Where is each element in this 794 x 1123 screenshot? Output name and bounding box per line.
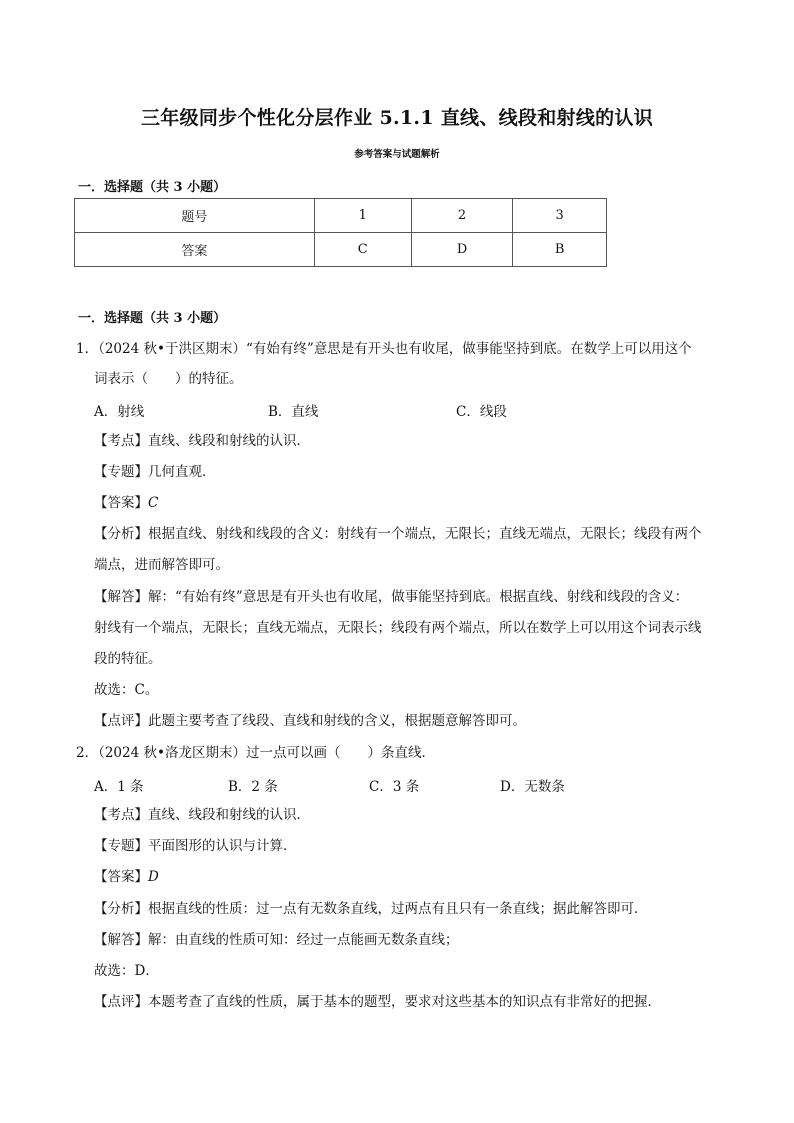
q1-jieda-line1 (94, 587, 688, 607)
table-cell: C (314, 233, 411, 267)
kaodian-text: 直线、线段和射线的认识． (148, 807, 310, 823)
jieda-text: 解：由直线的性质可知：经过一点能画无数条直线； (148, 932, 459, 948)
q2-choice: 故选：D． (94, 963, 159, 979)
dianping-text: 本题考查了直线的性质，属于基本的题型，要求对这些基本的知识点有非常好的把握． (148, 994, 661, 1010)
jieda-tag: 【解答】 (94, 932, 148, 948)
table-cell: D (411, 233, 512, 267)
q1-option-c: C．线段 (456, 404, 507, 420)
q2-option-a: A．1 条 (94, 779, 144, 795)
q1-choice: 故选：C。 (94, 682, 159, 698)
q1-dianping (94, 711, 526, 731)
q1-fenxi-line2: 端点，进而解答即可。 (94, 557, 229, 573)
answer-table (74, 198, 607, 267)
table-cell: B (513, 233, 607, 267)
zhuanti-text: 平面图形的认识与计算． (148, 838, 297, 854)
jieda-text: 解：“有始有终”意思是有开头也有收尾，做事能坚持到底。根据直线、射线和线段的含义： (148, 589, 689, 605)
q2-kaodian (94, 805, 310, 825)
table-cell: 题号 (75, 199, 315, 233)
kaodian-tag: 【考点】 (94, 807, 148, 823)
q1-stem-line1: 1．（2024 秋•于洪区期末）“有始有终”意思是有开头也有收尾，做事能坚持到底。在数学上可以用这个 (76, 341, 692, 357)
document-subtitle: 参考答案与试题解析 (354, 149, 440, 160)
q1-kaodian (94, 431, 310, 451)
q2-stem: 2．（2024 秋•洛龙区期末）过一点可以画（ ）条直线． (76, 745, 435, 761)
section-heading-questions: 一．选择题（共 3 小题） (78, 311, 227, 326)
table-cell: 3 (513, 199, 607, 233)
q1-fenxi-line1 (94, 524, 702, 544)
q1-answer (94, 493, 158, 513)
zhuanti-text: 几何直观． (148, 464, 216, 480)
zhuanti-tag: 【专题】 (94, 464, 148, 480)
fenxi-tag: 【分析】 (94, 901, 148, 917)
q1-option-b: B．直线 (268, 404, 319, 420)
zhuanti-tag: 【专题】 (94, 838, 148, 854)
jieda-tag: 【解答】 (94, 589, 148, 605)
table-cell: 1 (314, 199, 411, 233)
fenxi-text: 根据直线的性质：过一点有无数条直线，过两点有且只有一条直线；据此解答即可． (148, 901, 648, 917)
table-row-answers (75, 233, 607, 267)
answer-value: C (148, 495, 159, 511)
q1-zhuanti (94, 462, 216, 482)
dianping-tag: 【点评】 (94, 713, 148, 729)
kaodian-tag: 【考点】 (94, 433, 148, 449)
section-heading-answers: 一．选择题（共 3 小题） (78, 180, 227, 195)
q2-option-c: C．3 条 (369, 779, 420, 795)
q2-zhuanti (94, 836, 297, 856)
q2-option-d: D．无数条 (500, 779, 565, 795)
answer-value: D (148, 869, 159, 885)
answer-tag: 【答案】 (94, 495, 148, 511)
q2-option-b: B．2 条 (228, 779, 278, 795)
q2-fenxi (94, 899, 648, 919)
fenxi-text: 根据直线、射线和线段的含义：射线有一个端点，无限长；直线无端点，无限长；线段有两个 (148, 526, 702, 542)
dianping-text: 此题主要考查了线段、直线和射线的含义，根据题意解答即可。 (148, 713, 526, 729)
q2-dianping (94, 992, 661, 1012)
table-cell: 2 (411, 199, 512, 233)
table-row-question-numbers (75, 199, 607, 233)
q2-answer (94, 867, 159, 887)
kaodian-text: 直线、线段和射线的认识． (148, 433, 310, 449)
q1-option-a: A．射线 (94, 404, 145, 420)
q2-jieda (94, 930, 459, 950)
document-title: 三年级同步个性化分层作业 5.1.1 直线、线段和射线的认识 (140, 107, 654, 129)
dianping-tag: 【点评】 (94, 994, 148, 1010)
fenxi-tag: 【分析】 (94, 526, 148, 542)
q1-stem-line2: 词表示（ ）的特征。 (94, 371, 243, 387)
table-cell: 答案 (75, 233, 315, 267)
q1-jieda-line3: 段的特征。 (94, 651, 162, 667)
q1-jieda-line2: 射线有一个端点，无限长；直线无端点，无限长；线段有两个端点，所以在数学上可以用这个词表示线 (94, 620, 702, 636)
answer-tag: 【答案】 (94, 869, 148, 885)
